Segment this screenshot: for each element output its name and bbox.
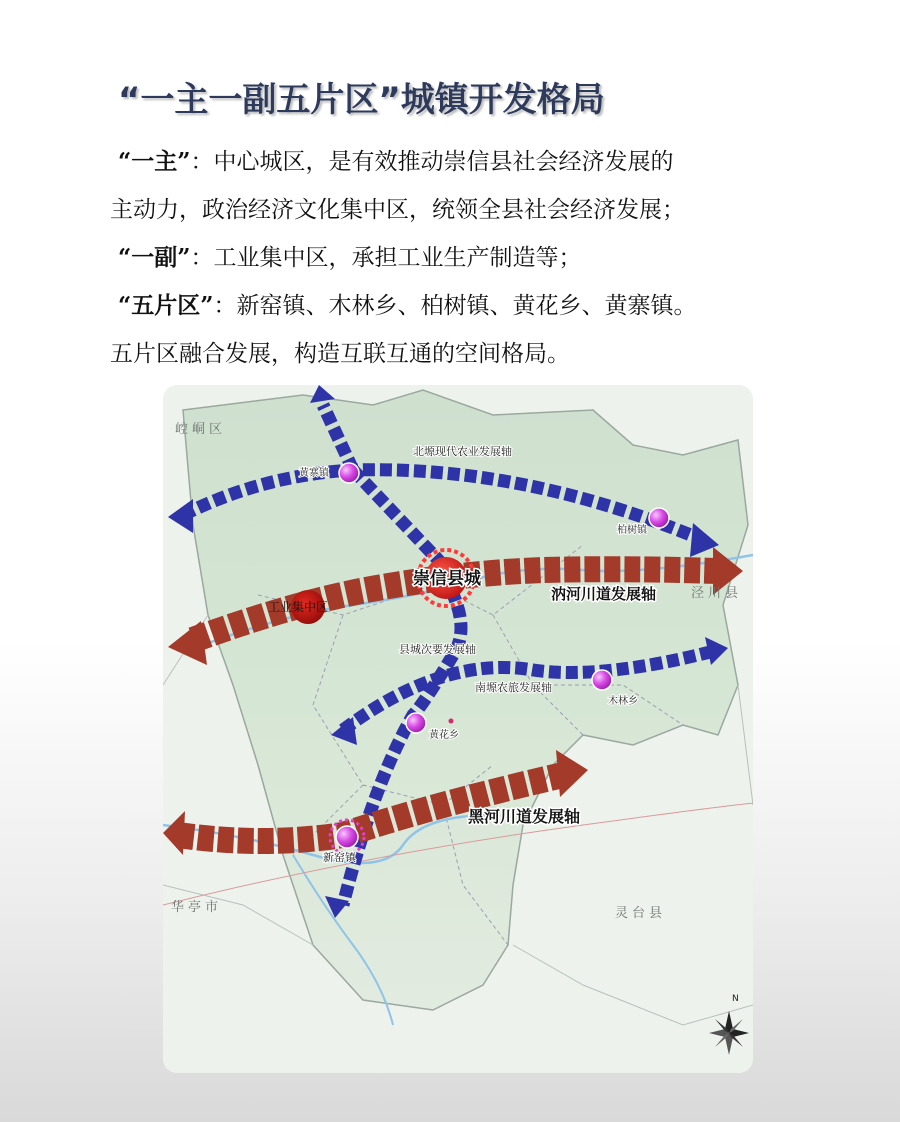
label-axis-north-agri: 北塬现代农业发展轴: [413, 445, 512, 458]
huanghua-dot: [449, 719, 454, 724]
label-neighbor-huating: 华亭市: [171, 900, 223, 915]
label-axis-heihe: 黑河川道发展轴: [468, 807, 581, 826]
label-xinyao: 新窑镇: [323, 851, 356, 864]
label-neighbor-lingtai: 灵台县: [615, 906, 667, 921]
label-neighbor-jingchuan: 泾川县: [691, 586, 743, 601]
development-map: [163, 385, 753, 1073]
huanghua-node: [406, 713, 426, 733]
label-one-sub: “一副”: [118, 244, 191, 271]
paragraph-one-main-cont: 主动力，政治经济文化集中区，统领全县社会经济发展；: [110, 197, 685, 223]
label-industrial: 工业集中区: [268, 600, 329, 614]
label-five-zones: “五片区”: [118, 292, 214, 319]
text-one-sub: ：工业集中区，承担工业生产制造等；: [190, 245, 582, 271]
label-one-main: “一主”: [118, 148, 191, 175]
label-axis-naihe: 汭河川道发展轴: [551, 585, 657, 603]
compass-north-label: N: [732, 994, 739, 1004]
label-neighbor-kongtong: 崆峒区: [175, 422, 227, 437]
label-main-city: 崇信县城: [413, 569, 481, 589]
label-huangzhai: 黄寨镇: [299, 468, 329, 479]
text-five-zones: ：新窑镇、木林乡、柏树镇、黄花乡、黄寨镇。: [213, 293, 697, 319]
text-one-main: ：中心城区，是有效推动崇信县社会经济发展的: [190, 149, 674, 175]
baishu-node: [649, 508, 669, 528]
label-baishu: 柏树镇: [617, 525, 647, 536]
paragraph-one-main: [118, 146, 673, 178]
label-axis-county-secondary: 县城次要发展轴: [399, 643, 476, 656]
paragraph-five-zones-cont: 五片区融合发展，构造互联互通的空间格局。: [110, 341, 570, 367]
huangzhai-node: [339, 463, 359, 483]
label-axis-south-agri: 南塬农旅发展轴: [475, 681, 552, 694]
paragraph-one-sub: [118, 242, 581, 274]
label-huanghua: 黄花乡: [429, 730, 459, 741]
paragraph-five-zones: [118, 290, 696, 322]
label-mulin: 木林乡: [608, 696, 638, 707]
mulin-node: [592, 670, 612, 690]
page-title: “一主一副五片区”城镇开发格局: [118, 80, 605, 120]
